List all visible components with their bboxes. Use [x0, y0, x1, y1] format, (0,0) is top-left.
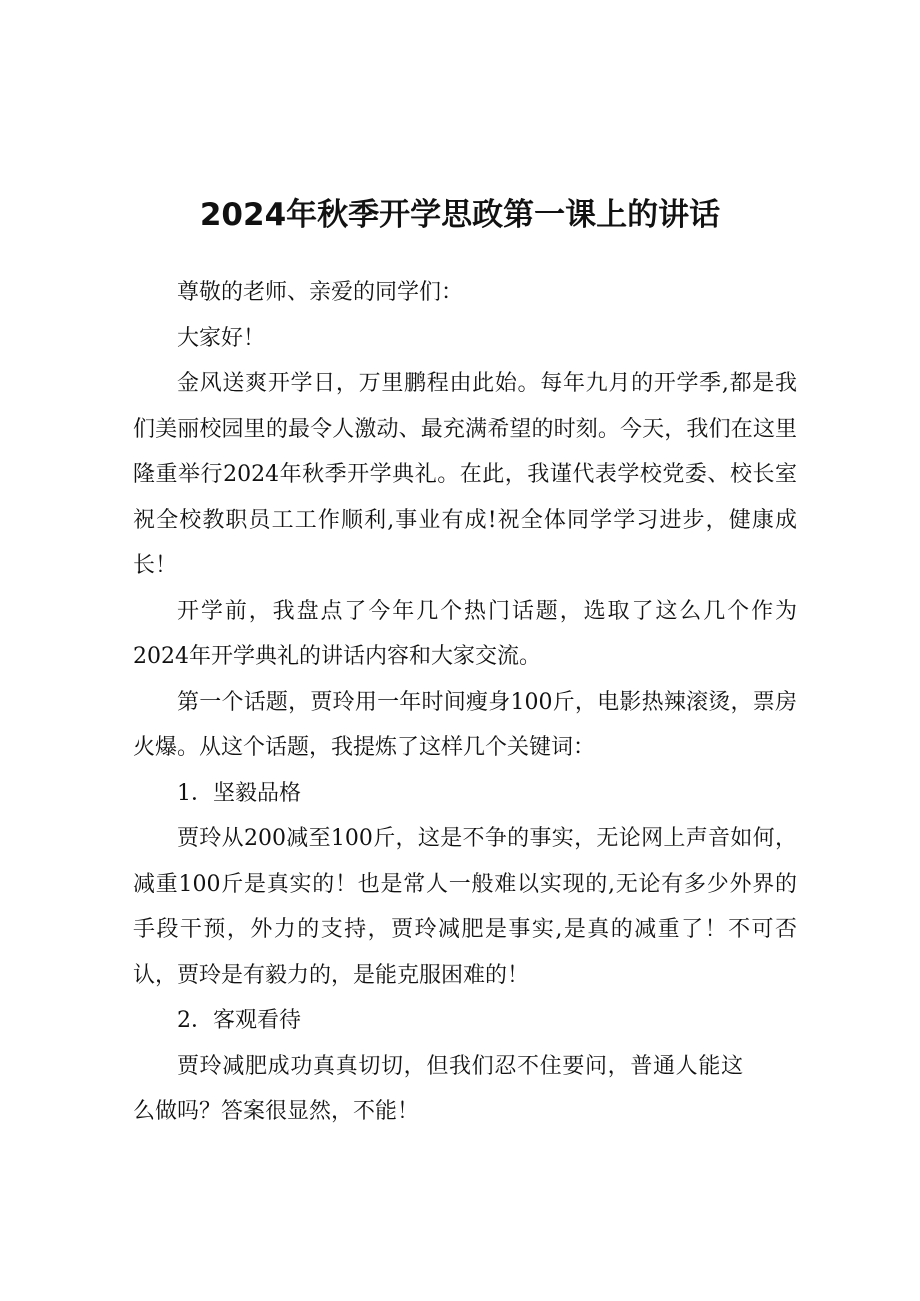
document-title: 2024年秋季开学思政第一课上的讲话 [199, 196, 721, 233]
heading-keyword-1: 1．坚毅品格 [177, 780, 301, 806]
greeting: 大家好！ [177, 325, 266, 351]
document-body [133, 270, 797, 1135]
paragraph-keyword-1: 贾玲从200减至100斤，这是不争的事实，无论网上声音如何，减重100斤是真实的！也是常人一般难以实现的,无论有多少外界的手段干预，外力的支持，贾玲减肥是事实,是真的减重了！不可否认，贾玲是有毅力的，是能克服困难的！ [133, 826, 797, 988]
paragraph-topics-intro: 开学前，我盘点了今年几个热门话题，选取了这么几个作为2024年开学典礼的讲话内容和大家交流。 [133, 598, 797, 669]
heading-keyword-2: 2．客观看待 [177, 1008, 301, 1033]
paragraph-opening: 金风送爽开学日，万里鹏程由此始。每年九月的开学季,都是我们美丽校园里的最令人激动、最充满希望的时刻。今天，我们在这里隆重举行2024年秋季开学典礼。在此，我谨代表学校党委、校长室祝全校教职员工工作顺利,事业有成!祝全体同学学习进步，健康成长！ [133, 371, 797, 578]
paragraph-keyword-2: 贾玲减肥成功真真切切，但我们忍不住要问，普通人能这么做吗？答案很显然，不能！ [133, 1053, 743, 1124]
salutation: 尊敬的老师、亲爱的同学们： [177, 280, 464, 305]
paragraph-topic-one: 第一个话题，贾玲用一年时间瘦身100斤，电影热辣滚烫，票房火爆。从这个话题，我提炼了这样几个关键词： [133, 689, 797, 760]
